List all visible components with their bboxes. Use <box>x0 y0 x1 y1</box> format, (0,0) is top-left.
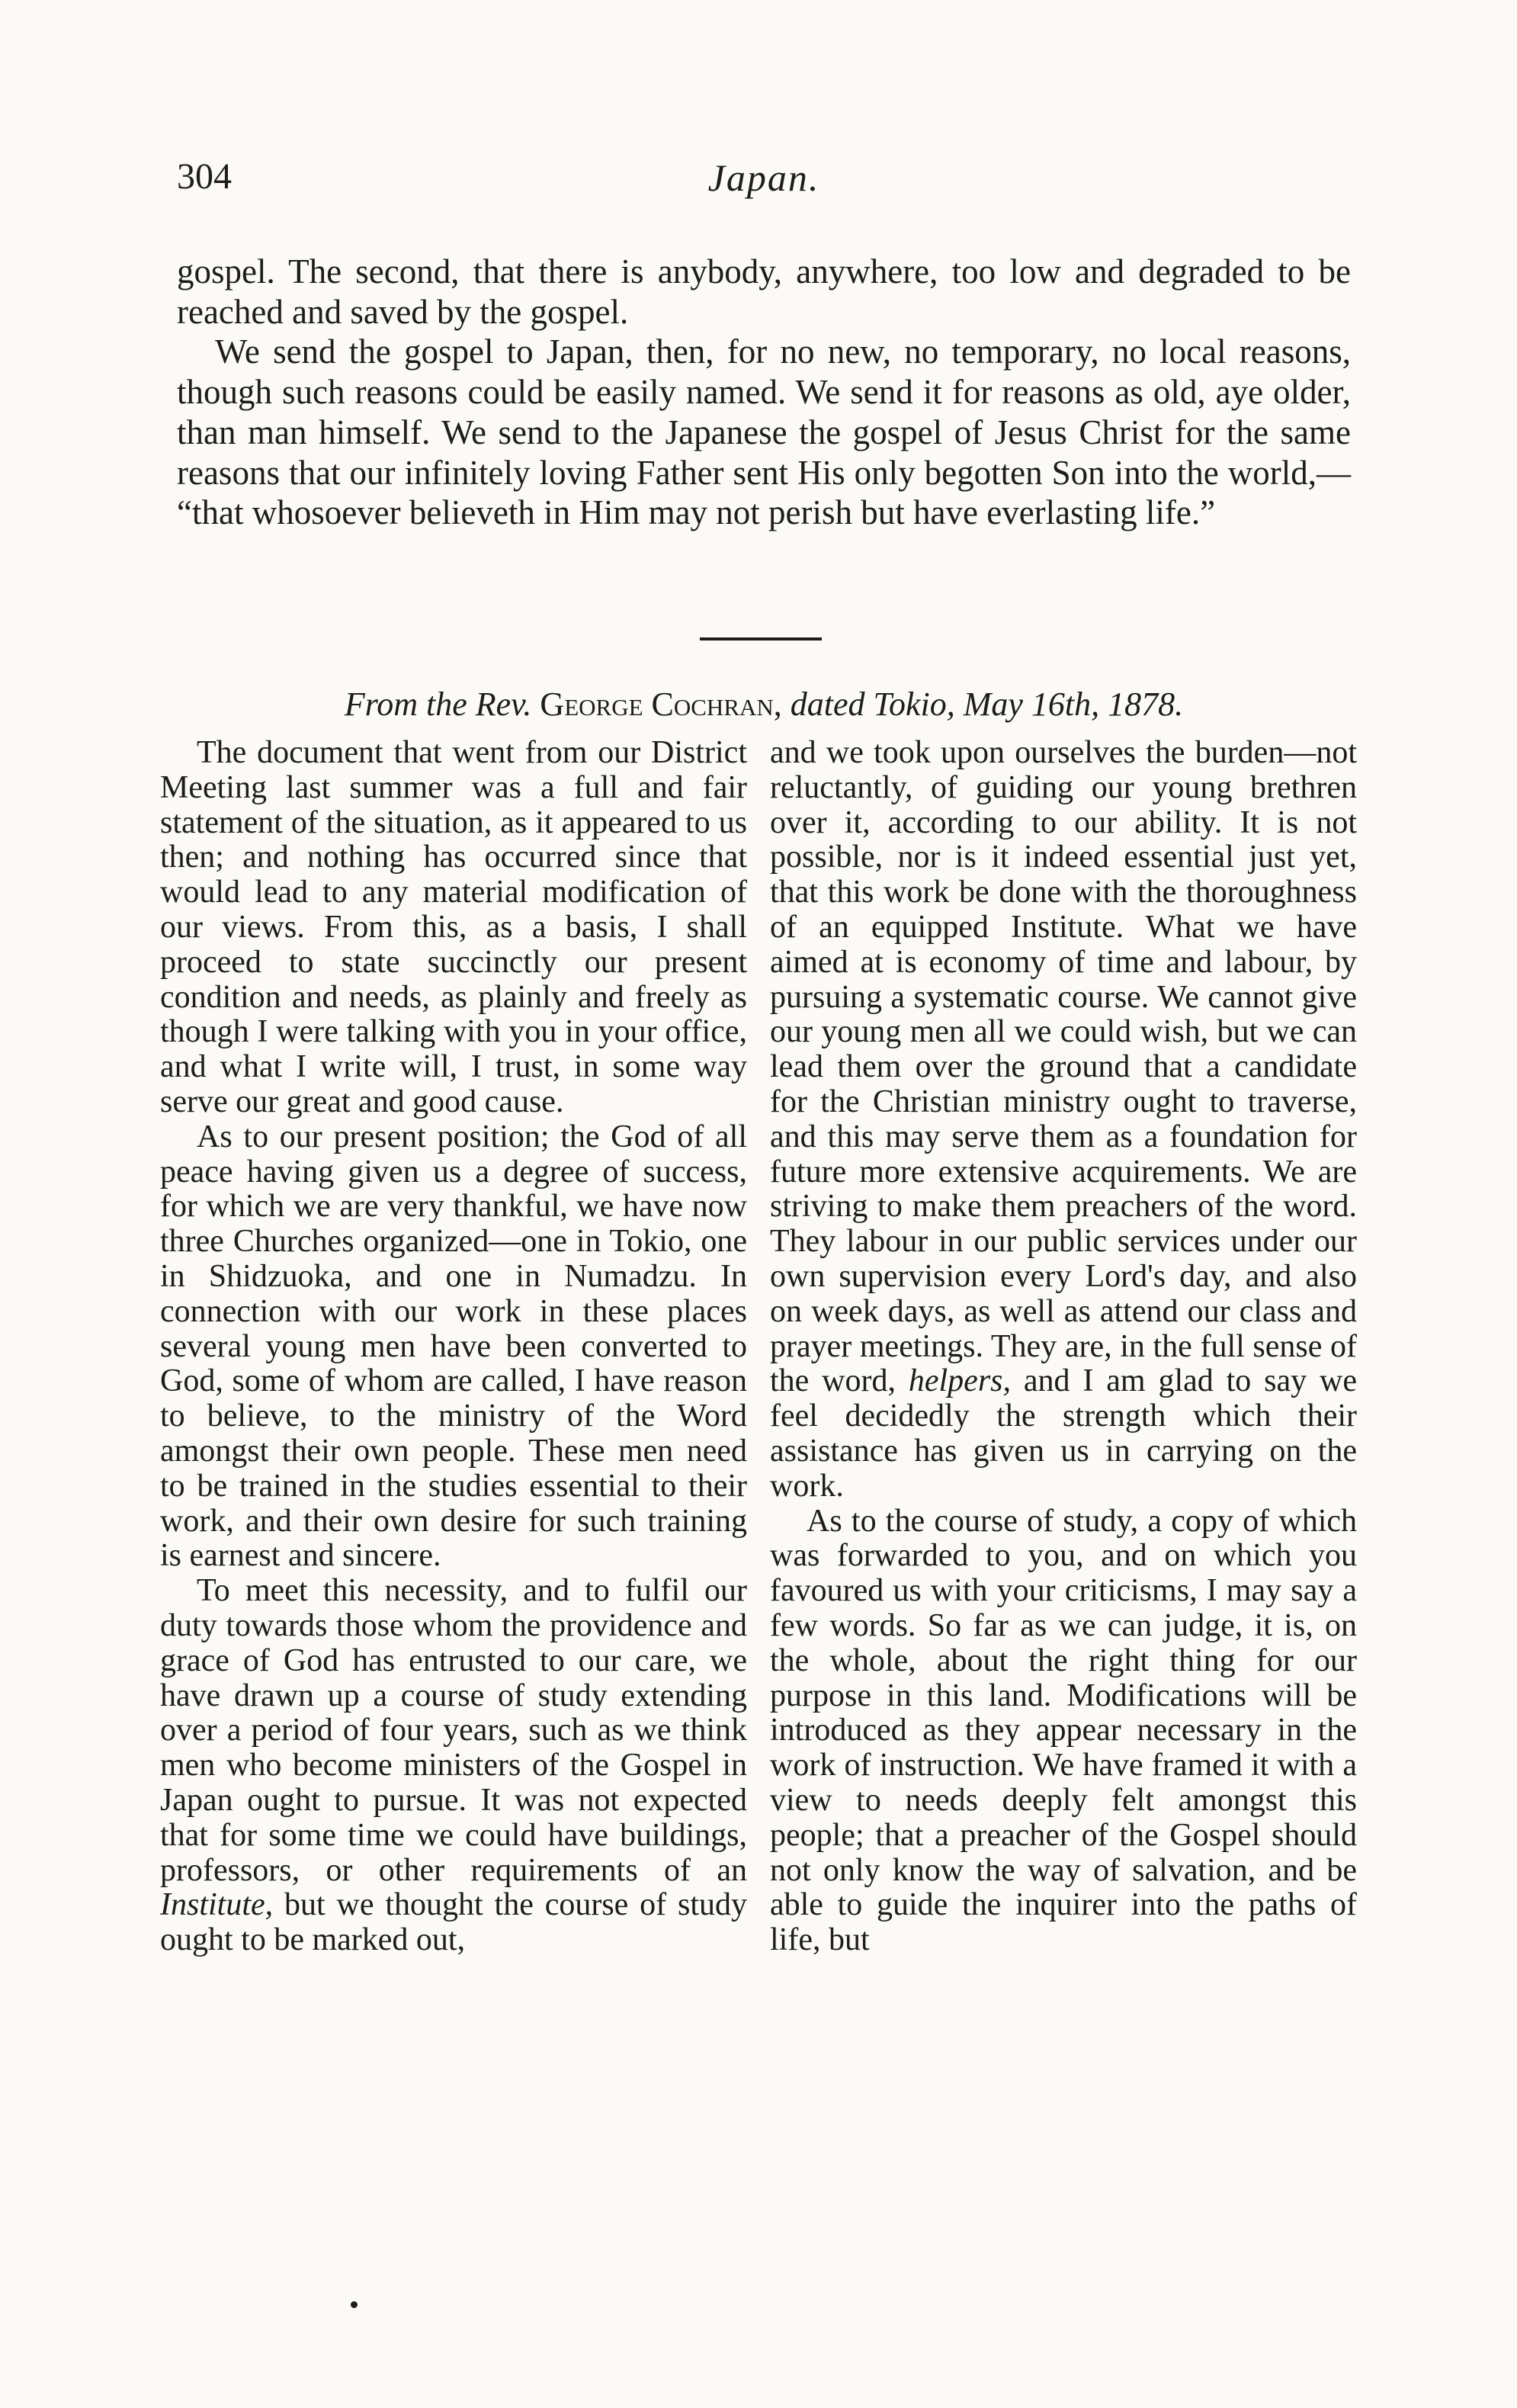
body-text: and we took upon ourselves the burden—not reluctantly, of guiding our young brethren over it, according to our ability. It is not possible, nor is it indeed essential just yet, that this work be done with the thoroughness of an equipped Institute. What we have aimed at is economy of time and labour, by pursuing a systematic course. We cannot give our young men all we could wish, but we can lead them over the ground that a candidate for the Christian ministry ought to traverse, and this may serve them as a foundation for future more extensive acquirements. We are striving to make them preachers of the word. They labour in our public services under our own supervision every Lord's day, and also on week days, as well as attend our class and prayer meetings. They are, in the full sense of the word, <box>770 735 1357 1399</box>
left-column <box>160 736 747 1958</box>
body-paragraph: As to the course of study, a copy of which was forwarded to you, and on which you favoured us with your criticisms, I may say a few words. So far as we can judge, it is, on the whole, about the right thing for our purpose in this land. Modifications will be introduced as they appear necessary in the work of instruction. We have framed it with a view to needs deeply felt amongst this people; that a preacher of the Gospel should not only know the way of salvation, and be able to guide the inquirer into the paths of life, but <box>770 1503 1357 1958</box>
body-paragraph: The document that went from our District Meeting last summer was a full and fair statement of the situation, as it appeared to us then; and nothing has occurred since that would lead to any material modification of our views. From this, as a basis, I shall proceed to state succinctly our present condition and needs, as plainly and freely as though I were talking with you in your office, and what I write will, I trust, in some way serve our great and good cause. <box>160 735 747 1119</box>
intro-text <box>177 252 1351 533</box>
letter-date: dated Tokio, May 16th, 1878. <box>790 685 1184 723</box>
intro-paragraph: We send the gospel to Japan, then, for no new, no temporary, no local reasons, though such reasons could be easily named. We send it for reasons as old, aye older, than man himself. We send to the Japanese the gospel of Jesus Christ for the same reasons that our infinitely loving Father sent His only begotten Son into the world,— “that whosoever believeth in Him may not perish but have everlasting life.” <box>177 332 1351 532</box>
body-text: and I am glad to say we feel decidedly the strength which their assistance has given us in carrying on the work. <box>770 1363 1357 1504</box>
intro-paragraph: gospel. The second, that there is anybody, anywhere, too low and degraded to be reached and saved by the gospel. <box>177 252 1351 331</box>
body-paragraph: As to our present position; the God of all peace having given us a degree of success, for which we are very thankful, we have now three Churches organized—one in Tokio, one in Shidzuoka, and one in Numadzu. In connection with our work in these places several young men have been converted to God, some of whom are called, I have reason to believe, to the ministry of the Word amongst their own people. These men need to be trained in the studies essential to their work, and their own desire for such training is earnest and sincere. <box>160 1119 747 1574</box>
letter-author: George Cochran, <box>540 685 782 723</box>
letter-heading <box>177 682 1351 727</box>
letter-from: From the Rev. <box>344 685 532 723</box>
page-header <box>177 156 1351 209</box>
page-number: 304 <box>177 156 232 197</box>
italic-term: helpers, <box>908 1363 1012 1399</box>
running-title: Japan. <box>707 156 820 199</box>
body-text: To meet this necessity, and to fulfil our duty towards those whom the providence and grace of God has entrusted to our care, we have drawn up a course of study extending over a period of four years, such as we think men who become ministers of the Gospel in Japan ought to pursue. It was not expected that for some time we could have buildings, professors, or other requirements of an <box>160 1573 747 1888</box>
right-column <box>770 736 1357 1958</box>
body-paragraph <box>160 1574 747 1958</box>
italic-term: Institute, <box>160 1887 274 1923</box>
body-paragraph <box>770 736 1357 1504</box>
section-divider <box>700 637 822 641</box>
page-mark <box>351 2301 358 2308</box>
body-text: but we thought the course of study ought to be marked out, <box>160 1887 748 1958</box>
